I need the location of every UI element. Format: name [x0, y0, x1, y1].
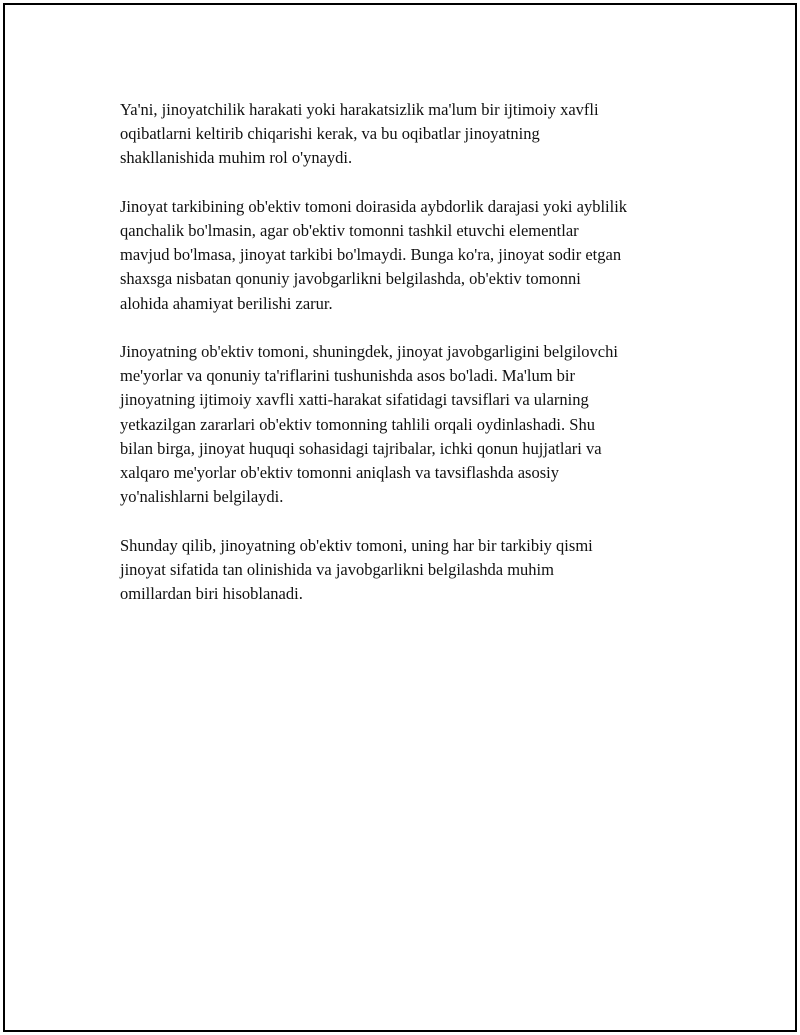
paragraph-2: Jinoyat tarkibining ob'ektiv tomoni doirasida aybdorlik darajasi yoki ayblilik qanchalik bo'lmasin, agar ob'ektiv tomonni tashkil etuvchi elementlar mavjud bo'lmasa, jinoyat tarkibi bo'lmaydi. Bunga ko'ra, jinoyat sodir etgan shaxsga nisbatan qonuniy javobgarlikni belgilashda, ob'ektiv tomonni alohida ahamiyat berilishi zarur. [120, 196, 628, 313]
paragraph-3: Jinoyatning ob'ektiv tomoni, shuningdek, jinoyat javobgarligini belgilovchi me'yorlar va qonuniy ta'riflarini tushunishda asos bo'ladi. Ma'lum bir jinoyatning ijtimoiy xavfli xatti-harakat sifatidagi tavsiflari va ularning yetkazilgan zararlari ob'ektiv tomonning tahlili orqali oydinlashadi. Shu bilan birga, jinoyat huquqi sohasidagi tajribalar, ichki qonun hujjatlari va xalqaro me'yorlar ob'ektiv tomonni aniqlash va tavsiflashda asosiy yo'nalishlarni belgilaydi. [120, 342, 618, 507]
paragraph-1: Ya'ni, jinoyatchilik harakati yoki harakatsizlik ma'lum bir ijtimoiy xavfli oqibatlarni keltirib chiqarishi kerak, va bu oqibatlar jinoyatning shakllanishida muhim rol o'ynaydi. [120, 100, 599, 168]
paragraph-4: Shunday qilib, jinoyatning ob'ektiv tomoni, uning har bir tarkibiy qismi jinoyat sifatida tan olinishida va javobgarlikni belgilashda muhim omillardan biri hisoblanadi. [120, 535, 593, 604]
document-body [120, 98, 700, 630]
document-page [3, 3, 797, 1032]
